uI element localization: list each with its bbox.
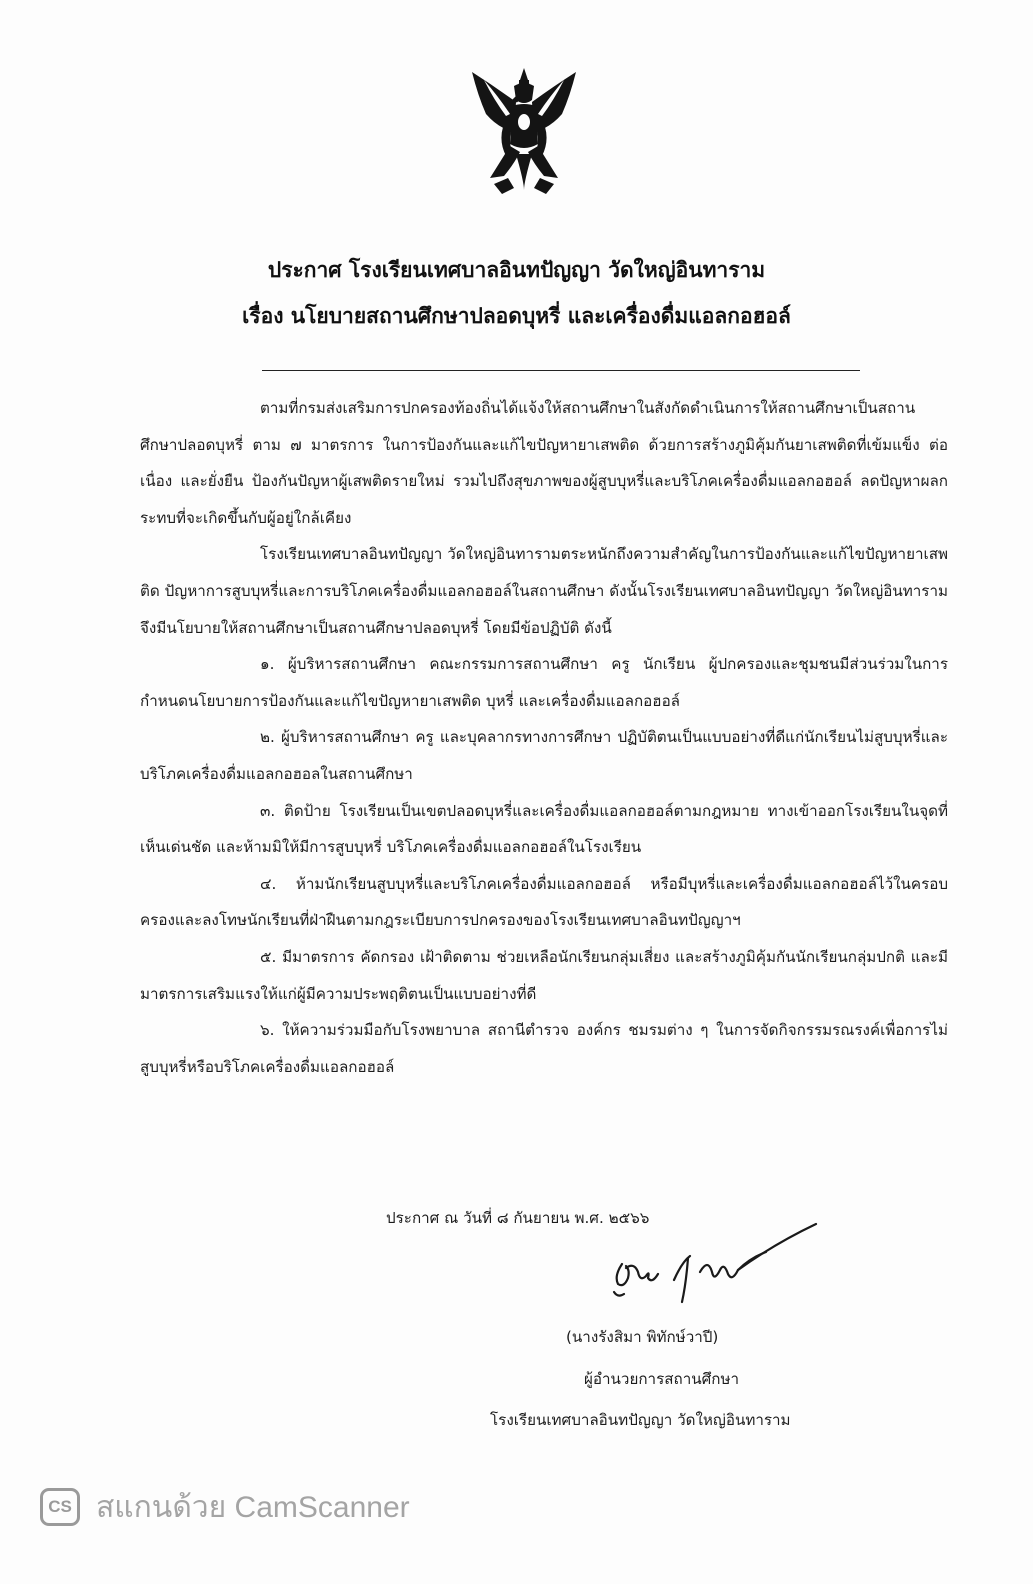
document-title-line1: ประกาศ โรงเรียนเทศบาลอินทปัญญา วัดใหญ่อินทาราม — [267, 258, 766, 282]
policy-item-2: ๒. ผู้บริหารสถานศึกษา ครู และบุคลากรทางการศึกษา ปฏิบัติตนเป็นแบบอย่างที่ดีแก่นักเรียนไม่สูบบุหรี่และบริโภคเครื่องดื่มแอลกอฮอลในสถานศึกษา — [140, 728, 948, 783]
policy-item-4: ๔. ห้ามนักเรียนสูบบุหรี่และบริโภคเครื่องดื่มแอลกอฮอล์ หรือมีบุหรี่และเครื่องดื่มแอลกอฮอล์ไว้ในครอบครองและลงโทษนักเรียนที่ฝ่าฝืนตามกฎระเบียบการปกครองของโรงเรียนเทศบาลอินทปัญญาฯ — [140, 874, 948, 930]
camscanner-watermark — [40, 1484, 410, 1530]
camscanner-logo-icon: CS — [40, 1488, 80, 1526]
policy-item-5: ๕. มีมาตรการ คัดกรอง เฝ้าติดตาม ช่วยเหลือนักเรียนกลุ่มเสี่ยง และสร้างภูมิคุ้มกันนักเรียนกลุ่มปกติ และมีมาตรการเสริมแรงให้แก่ผู้มีความประพฤติตนเป็นแบบอย่างที่ดี — [140, 947, 948, 1003]
handwritten-signature — [604, 1222, 818, 1312]
title-divider — [262, 370, 860, 371]
camscanner-text: สแกนด้วย CamScanner — [96, 1490, 410, 1524]
policy-item-1: ๑. ผู้บริหารสถานศึกษา คณะกรรมการสถานศึกษา ครู นักเรียน ผู้ปกครองและชุมชนมีส่วนร่วมในการกำหนดนโยบายการป้องกันและแก้ไขปัญหายาเสพติด บุหรี่ และเครื่องดื่มแอลกอฮอล์ — [140, 655, 948, 710]
body-paragraph: โรงเรียนเทศบาลอินทปัญญา วัดใหญ่อินทารามตระหนักถึงความสำคัญในการป้องกันและแก้ไขปัญหายาเสพติด ปัญหาการสูบบุหรี่และการบริโภคเครื่องดื่มแอลกอฮอล์ในสถานศึกษา ดังนั้นโรงเรียนเทศบาลอินทปัญญา วัดใหญ่อินทารามจึงมีนโยบายให้สถานศึกษาเป็นสถานศึกษาปลอดบุหรี่ โดยมีข้อปฏิบัติ ดังนี้ — [140, 545, 948, 637]
signer-name: (นางรังสิมา พิทักษ์วาปี) — [566, 1328, 719, 1346]
policy-item-6: ๖. ให้ความร่วมมือกับโรงพยาบาล สถานีตำรวจ องค์กร ชมรมต่าง ๆ ในการจัดกิจกรรมรณรงค์เพื่อการไม่สูบบุหรี่หรือบริโภคเครื่องดื่มแอลกอฮอล์ — [140, 1021, 948, 1076]
garuda-emblem-icon — [464, 66, 584, 202]
signer-school: โรงเรียนเทศบาลอินทปัญญา วัดใหญ่อินทาราม — [490, 1411, 791, 1429]
body-paragraph: ตามที่กรมส่งเสริมการปกครองท้องถิ่นได้แจ้งให้สถานศึกษาในสังกัดดำเนินการให้สถานศึกษาเป็นสถานศึกษาปลอดบุหรี่ ตาม ๗ มาตรการ ในการป้องกันและแก้ไขปัญหายาเสพติด ด้วยการสร้างภูมิคุ้มกันยาเสพติดที่เข้มแข็ง ต่อเนื่อง และยั่งยืน ป้องกันปัญหาผู้เสพติดรายใหม่ รวมไปถึงสุขภาพของผู้สูบบุหรี่และบริโภคเครื่องดื่มแอลกอฮอล์ ลดปัญหาผลกระทบที่จะเกิดขึ้นกับผู้อยู่ใกล้เคียง — [140, 399, 948, 527]
announcement-date: ประกาศ ณ วันที่ ๘ กันยายน พ.ศ. ๒๕๖๖ — [386, 1209, 650, 1227]
signer-position: ผู้อำนวยการสถานศึกษา — [584, 1370, 739, 1388]
document-body — [140, 390, 948, 1085]
document-title-line2: เรื่อง นโยบายสถานศึกษาปลอดบุหรี่ และเครื่องดื่มแอลกอฮอล์ — [242, 304, 791, 328]
policy-item-3: ๓. ติดป้าย โรงเรียนเป็นเขตปลอดบุหรี่และเครื่องดื่มแอลกอฮอล์ตามกฎหมาย ทางเข้าออกโรงเรียนในจุดที่เห็นเด่นชัด และห้ามมิให้มีการสูบบุหรี่ บริโภคเครื่องดื่มแอลกอฮอล์ในโรงเรียน — [140, 801, 948, 857]
